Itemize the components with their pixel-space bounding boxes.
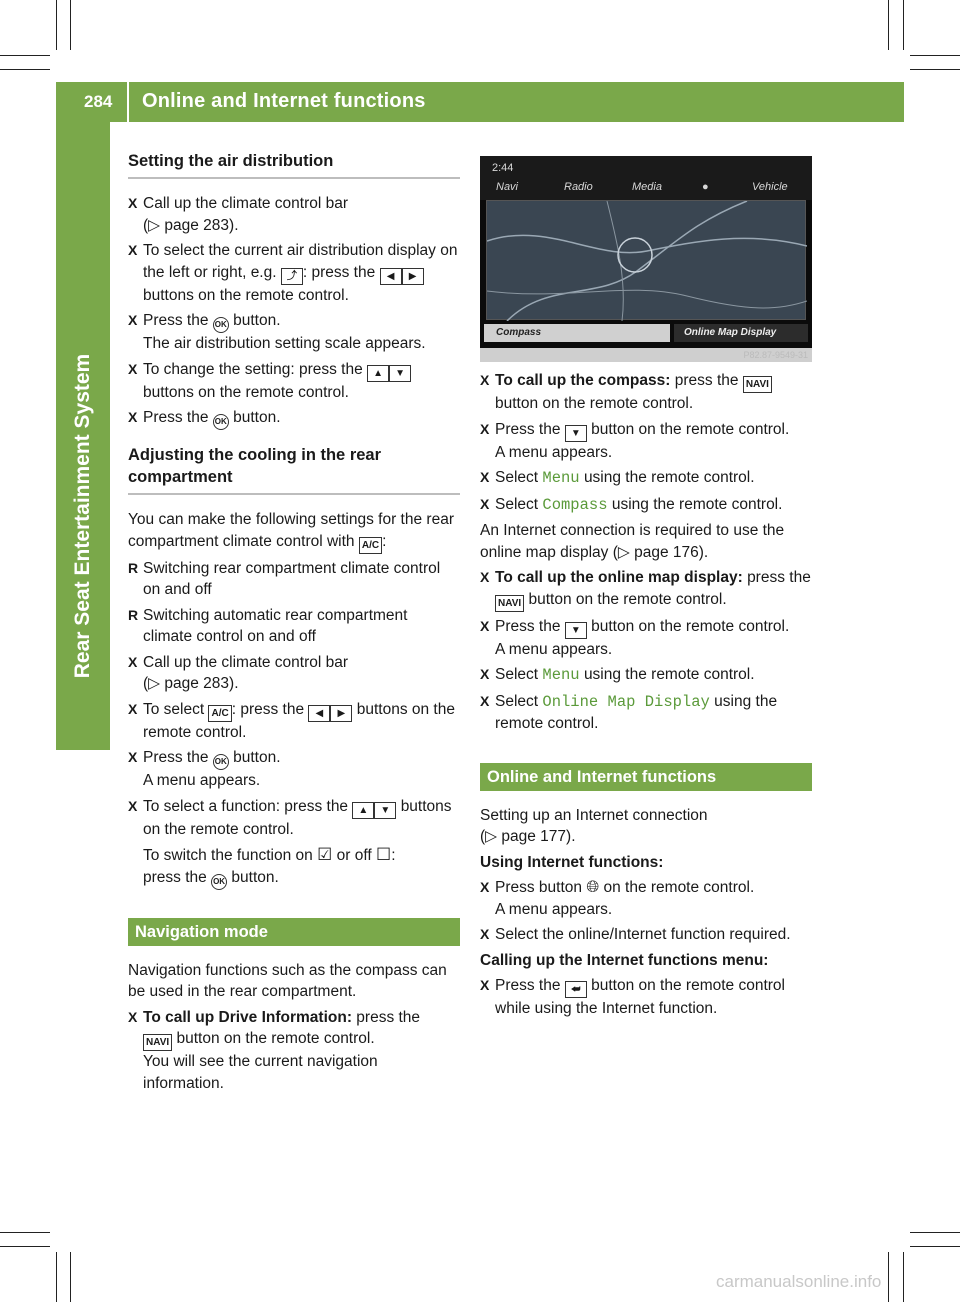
right-arrow-key-icon: ▶	[402, 268, 424, 285]
air-distribution-icon: ⤴	[281, 268, 303, 285]
step: X Press the OK button.	[128, 407, 460, 430]
step: X To change the setting: press the ▲ ▼ buttons on the remote control.	[128, 359, 460, 404]
header-separator	[127, 56, 129, 122]
globe-icon: 🌐︎	[586, 879, 600, 896]
crop-mark	[70, 0, 71, 50]
crop-mark	[910, 69, 960, 70]
down-arrow-key-icon: ▼	[565, 425, 587, 442]
crop-mark	[910, 1246, 960, 1247]
page-number: 284	[84, 92, 113, 111]
globe-icon: ●	[702, 181, 709, 193]
side-tab-label: Rear Seat Entertainment System	[71, 353, 94, 679]
menu-option-compass: Compass	[542, 495, 608, 514]
down-arrow-key-icon: ▼	[389, 365, 411, 382]
online-map-intro: An Internet connection is required to use the online map display (▷ page 176).	[480, 522, 785, 561]
screen-tabs	[480, 320, 812, 346]
crop-mark	[70, 1252, 71, 1302]
step-detail: To switch the function on ☑ or off ☐: press the OK button.	[128, 844, 460, 890]
ok-button-icon: OK	[213, 414, 229, 430]
watermark: carmanualsonline.info	[716, 1272, 882, 1291]
step: X Select Menu using the remote control.	[480, 467, 812, 490]
screen-menu-vehicle: Vehicle	[752, 181, 788, 193]
menu-option-online-map-display: Online Map Display	[542, 692, 710, 711]
map-roads	[487, 201, 807, 321]
heading-air-distribution: Setting the air distribution	[128, 150, 460, 179]
crop-mark	[910, 55, 960, 56]
using-internet-heading: Using Internet functions:	[480, 853, 664, 871]
crop-mark	[903, 1252, 904, 1302]
back-key-icon: ⮨	[565, 981, 587, 998]
screen-clock: 2:44	[492, 162, 514, 174]
step: X Press the ▼ button on the remote control. A menu appears.	[480, 616, 812, 661]
cooling-intro: You can make the following settings for the rear compartment climate control with A/C :	[128, 509, 460, 554]
crop-mark	[0, 55, 50, 56]
step: X Select Compass using the remote control.	[480, 494, 812, 517]
internet-setup: Setting up an Internet connection (▷ page 177).	[480, 806, 708, 845]
navi-key-icon: NAVI	[143, 1034, 172, 1051]
crop-mark	[910, 1232, 960, 1233]
crop-mark	[0, 69, 50, 70]
step: X Select Menu using the remote control.	[480, 664, 812, 687]
ac-key-icon: A/C	[359, 537, 382, 554]
step: X To select a function: press the ▲ ▼ buttons on the remote control.	[128, 796, 460, 841]
step: X Press the OK button. The air distribution setting scale appears.	[128, 310, 460, 355]
navigation-intro: Navigation functions such as the compass can be used in the rear compartment.	[128, 961, 447, 1000]
down-arrow-key-icon: ▼	[565, 622, 587, 639]
step: X Call up the climate control bar (▷ page 283).	[128, 193, 460, 236]
step: X Select the online/Internet function required.	[480, 924, 812, 946]
page-title: Online and Internet functions	[142, 90, 426, 112]
section-online-internet: Online and Internet functions	[480, 763, 812, 791]
step: X Press the OK button. A menu appears.	[128, 747, 460, 792]
right-column	[480, 370, 812, 1024]
ok-button-icon: OK	[213, 317, 229, 333]
crop-mark	[56, 1252, 57, 1302]
figure-reference: P82.87-9549-31	[743, 350, 808, 360]
crop-mark	[0, 1246, 50, 1247]
crop-mark	[0, 1232, 50, 1233]
ok-button-icon: OK	[213, 754, 229, 770]
screen-menu-media: Media	[632, 181, 662, 193]
left-arrow-key-icon: ◀	[308, 705, 330, 722]
navigation-screenshot	[480, 156, 812, 362]
list-item: R Switching automatic rear compartment climate control on and off	[128, 605, 460, 648]
navi-key-icon: NAVI	[743, 376, 772, 393]
calling-internet-heading: Calling up the Internet functions menu:	[480, 951, 769, 969]
right-arrow-key-icon: ▶	[330, 705, 352, 722]
step: X To call up the online map display: press the NAVI button on the remote control.	[480, 567, 812, 612]
up-arrow-key-icon: ▲	[367, 365, 389, 382]
crop-mark	[56, 0, 57, 50]
down-arrow-key-icon: ▼	[374, 802, 396, 819]
step: X Press the ▼ button on the remote control. A menu appears.	[480, 419, 812, 464]
menu-option-menu: Menu	[542, 469, 580, 487]
menu-option-menu: Menu	[542, 666, 580, 684]
navi-key-icon: NAVI	[495, 595, 524, 612]
section-navigation-mode: Navigation mode	[128, 918, 460, 946]
step: X To select the current air distribution display on the left or right, e.g. ⤴ : press the ◀ ▶ buttons on the remote control.	[128, 240, 460, 306]
ac-key-icon: A/C	[208, 705, 231, 722]
checkbox-empty-icon: ☐	[375, 845, 392, 864]
checkbox-checked-icon: ☑	[317, 845, 333, 864]
tab-compass: Compass	[484, 324, 670, 342]
step: X Press the ⮨ button on the remote control while using the Internet function.	[480, 975, 812, 1020]
step: X Select Online Map Display using the remote control.	[480, 691, 812, 735]
ok-button-icon: OK	[211, 874, 227, 890]
screen-status-bar	[480, 156, 812, 200]
screen-menu-navi: Navi	[496, 181, 519, 193]
step: X Press button 🌐︎ on the remote control. A menu appears.	[480, 877, 812, 920]
step: X To select A/C : press the ◀ ▶ buttons on the remote control.	[128, 699, 460, 744]
tab-online-map-display: Online Map Display	[674, 324, 808, 342]
up-arrow-key-icon: ▲	[352, 802, 374, 819]
crop-mark	[888, 1252, 889, 1302]
crop-mark	[903, 0, 904, 50]
step: X To call up the compass: press the NAVI button on the remote control.	[480, 370, 812, 415]
map-view	[486, 200, 806, 320]
screen-menu-radio: Radio	[564, 181, 593, 193]
step: X Call up the climate control bar (▷ page 283).	[128, 652, 460, 695]
list-item: R Switching rear compartment climate control on and off	[128, 558, 460, 601]
left-arrow-key-icon: ◀	[380, 268, 402, 285]
crop-mark	[888, 0, 889, 50]
heading-rear-cooling: Adjusting the cooling in the rear compartment	[128, 444, 460, 495]
step: X To call up Drive Information: press the NAVI button on the remote control. You will see the current navigation information.	[128, 1007, 460, 1095]
left-column	[128, 150, 460, 1098]
